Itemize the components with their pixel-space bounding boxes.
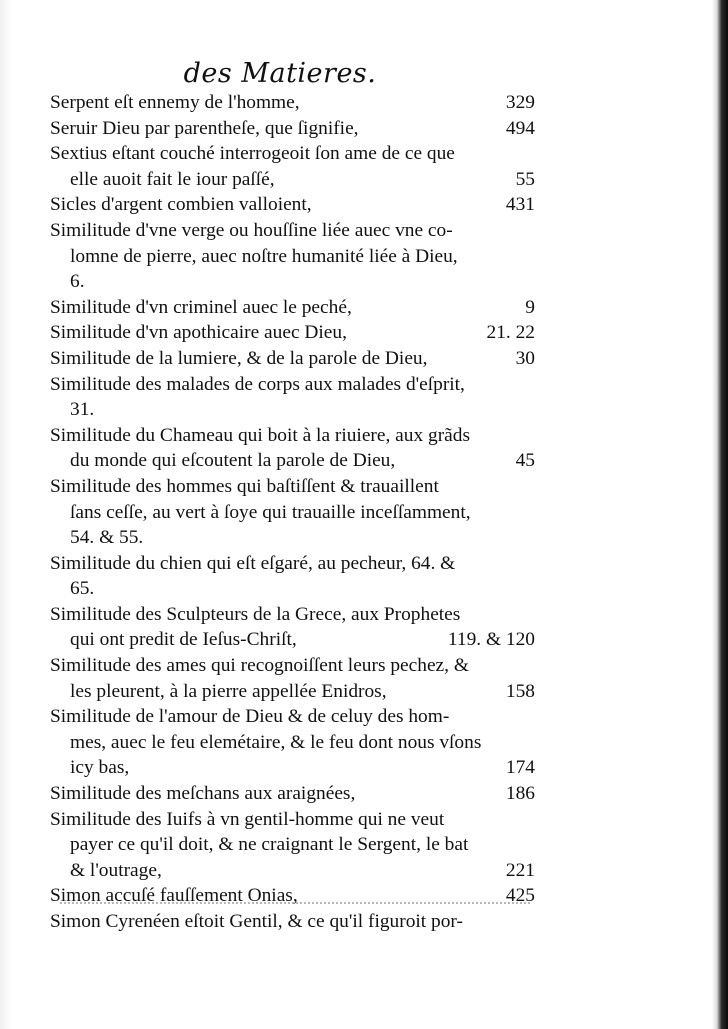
entry-text: Similitude d'vn apothicaire auec Dieu,	[50, 322, 347, 344]
entry-text: icy bas,	[70, 757, 130, 779]
entry-text: Similitude de la lumiere, & de la parole de Dieu,	[50, 347, 428, 369]
index-list	[50, 90, 535, 935]
entry-line	[50, 372, 535, 398]
index-entry	[50, 192, 535, 218]
entry-line	[50, 551, 535, 577]
entry-page-number: 119. & 120	[447, 629, 535, 651]
index-entry	[50, 90, 535, 116]
entry-text: 31.	[70, 399, 95, 421]
entry-page-number: 45	[515, 450, 535, 472]
entry-line	[50, 704, 535, 730]
entry-continuation-line	[50, 525, 535, 551]
entry-page-number: 221	[505, 859, 535, 881]
entry-text: qui ont predit de Ieſus-Chriſt,	[70, 629, 297, 651]
entry-line	[50, 90, 535, 116]
entry-text: ſans ceſſe, au vert à ſoye qui trauaille inceſſamment,	[70, 501, 471, 523]
entry-text: Similitude du chien qui eſt eſgaré, au pecheur, 64. &	[50, 552, 456, 574]
entry-page-number: 329	[505, 92, 535, 113]
entry-line	[50, 141, 535, 167]
entry-text: Similitude des Sculpteurs de la Grece, aux Prophetes	[50, 603, 461, 625]
entry-continuation-line	[50, 755, 535, 781]
entry-text: Seruir Dieu par parentheſe, que ſignifie,	[50, 117, 359, 139]
entry-text: Similitude de l'amour de Dieu & de celuy des hom-	[50, 706, 450, 728]
left-margin-shadow	[0, 0, 12, 1029]
index-entry	[50, 653, 535, 704]
index-entry	[50, 141, 535, 192]
index-entry	[50, 551, 535, 602]
entry-text: les pleurent, à la pierre appellée Enidros,	[70, 680, 387, 702]
entry-page-number: 425	[505, 885, 535, 907]
index-entry	[50, 474, 535, 551]
entry-page-number: 30	[515, 347, 535, 369]
index-entry	[50, 320, 535, 346]
entry-text: 65.	[70, 578, 95, 600]
index-entry	[50, 295, 535, 321]
entry-line	[50, 218, 535, 244]
entry-page-number: 21. 22	[486, 322, 535, 344]
entry-text: Similitude des malades de corps aux malades d'eſprit,	[50, 373, 465, 395]
index-entry	[50, 116, 535, 142]
entry-line	[50, 423, 535, 449]
entry-text: lomne de pierre, auec noſtre humanité liée à Dieu,	[70, 245, 458, 267]
entry-continuation-line	[50, 576, 535, 602]
entry-text: Similitude du Chameau qui boit à la riuiere, aux grãds	[50, 424, 471, 446]
index-entry	[50, 372, 535, 423]
entry-line	[50, 474, 535, 500]
entry-continuation-line	[50, 167, 535, 193]
entry-continuation-line	[50, 448, 535, 474]
scan-edge	[712, 0, 728, 1029]
entry-text: Sextius eſtant couché interrogeoit ſon ame de ce que	[50, 143, 455, 165]
entry-continuation-line	[50, 832, 535, 858]
entry-text: Serpent eſt ennemy de l'homme,	[50, 92, 300, 113]
entry-text: mes, auec le feu elemétaire, & le feu dont nous vſons	[70, 731, 482, 753]
entry-text: elle auoit fait le iour paſſé,	[70, 168, 275, 190]
cropped-bottom-line	[60, 898, 530, 908]
entry-line	[50, 781, 535, 807]
entry-continuation-line	[50, 500, 535, 526]
entry-page-number: 431	[505, 194, 535, 216]
entry-text: Similitude des Iuifs à vn gentil-homme qui ne veut	[50, 808, 445, 830]
entry-text: Simon accuſé fauſſement Onias,	[50, 885, 298, 907]
entry-continuation-line	[50, 679, 535, 705]
entry-line	[50, 116, 535, 142]
entry-text: Sicles d'argent combien valloient,	[50, 194, 312, 216]
entry-line	[50, 909, 535, 935]
entry-line	[50, 807, 535, 833]
entry-continuation-line	[50, 730, 535, 756]
index-entry	[50, 909, 535, 935]
entry-page-number: 186	[505, 783, 535, 805]
index-entry	[50, 602, 535, 653]
index-entry	[50, 346, 535, 372]
entry-text: Similitude des meſchans aux araignées,	[50, 783, 356, 805]
entry-continuation-line	[50, 627, 535, 653]
entry-text: payer ce qu'il doit, & ne craignant le Sergent, le bat	[70, 834, 469, 856]
entry-continuation-line	[50, 244, 535, 270]
index-entry	[50, 423, 535, 474]
entry-line	[50, 192, 535, 218]
index-entry	[50, 218, 535, 295]
entry-page-number: 174	[505, 757, 535, 779]
entry-text: du monde qui eſcoutent la parole de Dieu,	[70, 450, 396, 472]
running-head: des Matieres.	[183, 58, 377, 89]
index-entry	[50, 704, 535, 781]
entry-text: Similitude d'vne verge ou houſſine liée auec vne co-	[50, 219, 453, 241]
entry-line	[50, 346, 535, 372]
entry-line	[50, 320, 535, 346]
entry-text: Similitude des hommes qui baſtiſſent & trauaillent	[50, 475, 439, 497]
entry-text: 6.	[70, 271, 85, 293]
entry-line	[50, 295, 535, 321]
entry-text: Similitude d'vn criminel auec le peché,	[50, 296, 352, 318]
index-entry	[50, 781, 535, 807]
entry-page-number: 55	[515, 168, 535, 190]
entry-line	[50, 653, 535, 679]
entry-page-number: 9	[525, 296, 535, 318]
index-entry	[50, 807, 535, 884]
entry-text: 54. & 55.	[70, 527, 144, 549]
entry-text: & l'outrage,	[70, 859, 162, 881]
entry-continuation-line	[50, 858, 535, 884]
entry-line	[50, 602, 535, 628]
entry-page-number: 494	[505, 117, 535, 139]
entry-continuation-line	[50, 397, 535, 423]
entry-page-number: 158	[505, 680, 535, 702]
entry-text: Similitude des ames qui recognoiſſent leurs pechez, &	[50, 655, 469, 677]
entry-continuation-line	[50, 269, 535, 295]
entry-text: Simon Cyrenéen eſtoit Gentil, & ce qu'il figuroit por-	[50, 911, 463, 932]
